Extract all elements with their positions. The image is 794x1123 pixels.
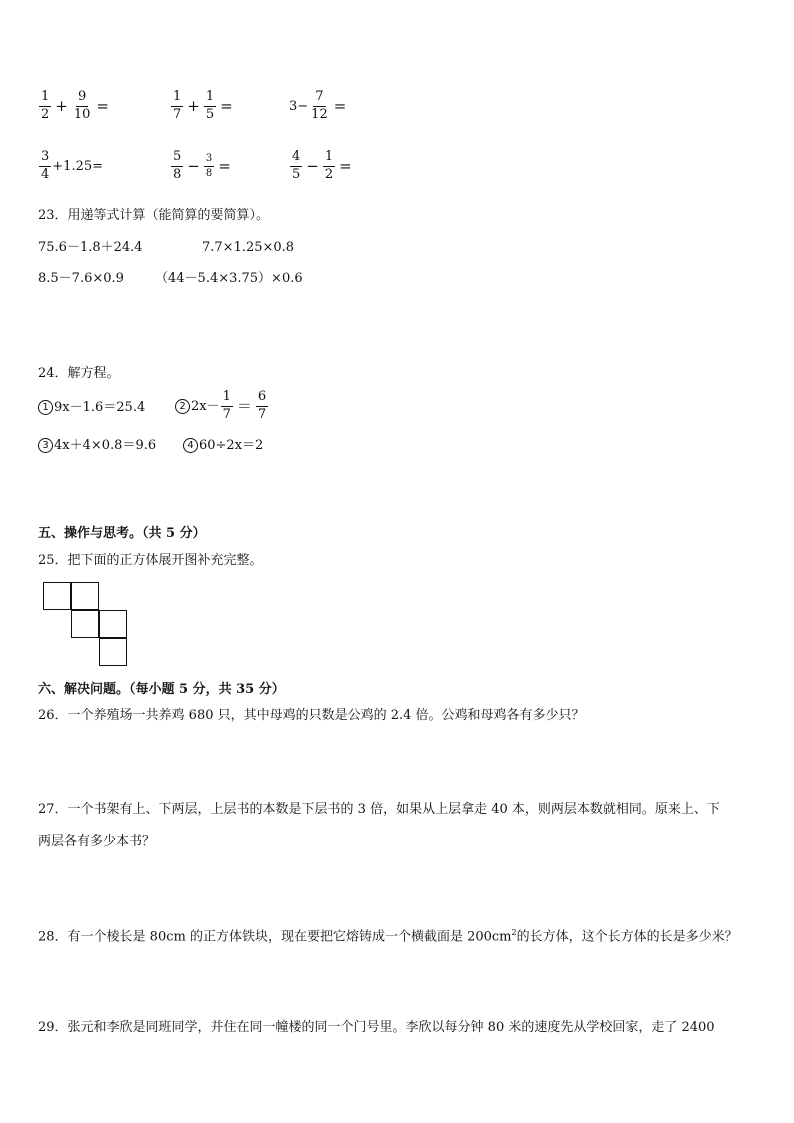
equation-3: 3 4x＋4×0.8＝9.6 bbox=[38, 438, 156, 454]
fraction: $\frac{3}{4}$ bbox=[41, 149, 50, 182]
fraction: $\frac{7}{12}$ bbox=[311, 89, 328, 122]
cube-net-square bbox=[99, 610, 127, 638]
fraction-expression-6: $\frac{4}{5}$ − $\frac{1}{2}$ = bbox=[292, 149, 352, 182]
q23-expression-4: （44－5.4×3.75）×0.6 bbox=[155, 271, 303, 286]
cube-net-square bbox=[99, 638, 127, 666]
fraction: $\frac{1}{7}$ bbox=[173, 89, 182, 122]
fraction: $\frac{1}{7}$ bbox=[222, 389, 231, 422]
q23-expression-2: 7.7×1.25×0.8 bbox=[202, 240, 295, 255]
equation-1: 1 9x－1.6＝25.4 bbox=[38, 400, 145, 416]
cube-net-square bbox=[43, 582, 71, 610]
question-23-title: 23．用递等式计算（能简算的要简算）。 bbox=[38, 208, 270, 223]
cube-net-square bbox=[71, 582, 99, 610]
question-27-line-1: 27．一个书架有上、下两层，上层书的本数是下层书的 3 倍，如果从上层拿走 40 本，则两层本数就相同。原来上、下 bbox=[38, 802, 720, 817]
circled-number: 4 bbox=[183, 438, 198, 453]
fraction-expression-5: $\frac{5}{8}$ − $\frac{3}{8}$ = bbox=[173, 149, 231, 182]
circled-number: 3 bbox=[38, 438, 53, 453]
cube-net-square bbox=[71, 610, 99, 638]
circled-number: 1 bbox=[38, 400, 53, 415]
fraction-expression-2: $\frac{1}{7}$ + $\frac{1}{5}$ = bbox=[173, 89, 233, 122]
fraction: $\frac{3}{8}$ bbox=[205, 153, 213, 179]
fraction-expression-4: $\frac{3}{4}$ +1.25= bbox=[41, 149, 104, 182]
question-27-line-2: 两层各有多少本书？ bbox=[38, 834, 156, 849]
fraction: $\frac{5}{8}$ bbox=[173, 149, 182, 182]
question-24-title: 24．解方程。 bbox=[38, 366, 120, 381]
fraction: $\frac{4}{5}$ bbox=[292, 149, 301, 182]
fraction: $\frac{9}{10}$ bbox=[73, 89, 91, 122]
fraction-expression-3: 3− $\frac{7}{12}$ = bbox=[289, 89, 347, 122]
fraction: $\frac{1}{5}$ bbox=[205, 89, 215, 122]
q23-expression-3: 8.5－7.6×0.9 bbox=[38, 271, 124, 286]
fraction: $\frac{1}{2}$ bbox=[41, 89, 50, 122]
equation-4: 4 60÷2x＝2 bbox=[183, 438, 263, 454]
circled-number: 2 bbox=[175, 399, 190, 414]
question-29: 29．张元和李欣是同班同学，并住在同一幢楼的同一个门号里。李欣以每分钟 80 米的速度先从学校回家，走了 2400 bbox=[38, 1020, 715, 1035]
equation-2: 2 2x－ $\frac{1}{7}$ ＝ $\frac{6}{7}$ bbox=[175, 390, 269, 423]
question-28: 28．有一个棱长是 80cm 的正方体铁块，现在要把它熔铸成一个横截面是 $200cm^2$的长方体，这个长方体的长是多少米？ bbox=[38, 928, 738, 945]
q23-expression-1: 75.6－1.8＋24.4 bbox=[38, 240, 143, 255]
section-6-heading: 六、解决问题。（每小题 5 分，共 35 分） bbox=[38, 682, 285, 697]
fraction-expression-1: $\frac{1}{2}$ + $\frac{9}{10}$ = bbox=[41, 89, 109, 122]
fraction: $\frac{6}{7}$ bbox=[257, 389, 267, 422]
question-26: 26．一个养殖场一共养鸡 680 只，其中母鸡的只数是公鸡的 2.4 倍。公鸡和母鸡各有多少只？ bbox=[38, 708, 585, 723]
fraction: $\frac{1}{2}$ bbox=[324, 149, 334, 182]
question-25: 25．把下面的正方体展开图补充完整。 bbox=[38, 553, 263, 568]
section-5-heading: 五、操作与思考。（共 5 分） bbox=[38, 526, 206, 541]
